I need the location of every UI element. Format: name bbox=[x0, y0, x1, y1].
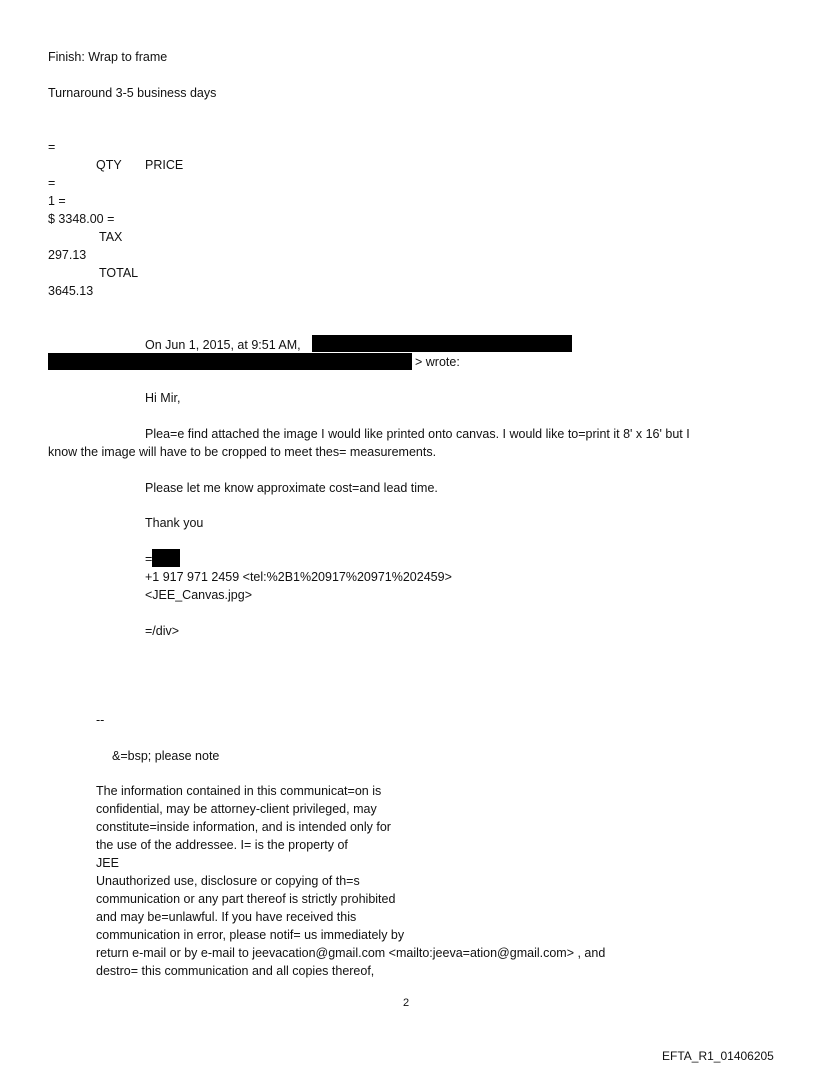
tax-label: TAX bbox=[99, 230, 123, 244]
attachment-line: <JEE_Canvas.jpg> bbox=[145, 588, 253, 602]
disclaimer-line: confidential, may be attorney-client privileged, may bbox=[96, 802, 377, 816]
page-number: 2 bbox=[403, 997, 410, 1009]
signature-prefix: = bbox=[145, 552, 153, 566]
disclaimer-line: The information contained in this communicat=on is bbox=[96, 784, 382, 798]
price-label: PRICE bbox=[145, 158, 184, 172]
quote-intro: On Jun 1, 2015, at 9:51 AM, bbox=[145, 338, 301, 352]
disclaimer-line: constitute=inside information, and is intended only for bbox=[96, 820, 391, 834]
document-id: EFTA_R1_01406205 bbox=[662, 1049, 774, 1063]
disclaimer-line: JEE bbox=[96, 856, 119, 870]
disclaimer-line: communication or any part thereof is strictly prohibited bbox=[96, 892, 396, 906]
tax-value: 297.13 bbox=[48, 248, 87, 262]
pricing-separator: = bbox=[48, 176, 56, 190]
redaction-block bbox=[48, 353, 412, 370]
quote-wrote: > wrote: bbox=[415, 355, 460, 369]
body-line: Please let me know approximate cost=and lead time. bbox=[145, 481, 438, 495]
disclaimer-line: Unauthorized use, disclosure or copying of th=s bbox=[96, 874, 360, 888]
greeting: Hi Mir, bbox=[145, 391, 181, 405]
signature-dashes: -- bbox=[96, 713, 105, 727]
redaction-block bbox=[152, 549, 180, 567]
disclaimer-line: and may be=unlawful. If you have received this bbox=[96, 910, 357, 924]
disclaimer-line: destro= this communication and all copies thereof, bbox=[96, 964, 375, 978]
turnaround-line: Turnaround 3-5 business days bbox=[48, 86, 217, 100]
disclaimer-line: communication in error, please notif= us immediately by bbox=[96, 928, 405, 942]
please-note: &=bsp; please note bbox=[112, 749, 220, 763]
phone-line: +1 917 971 2459 <tel:%2B1%20917%20971%202459> bbox=[145, 570, 452, 584]
finish-line: Finish: Wrap to frame bbox=[48, 50, 168, 64]
body-line: Plea=e find attached the image I would like printed onto canvas. I would like to=print it 8' x 16' but I bbox=[145, 427, 690, 441]
div-close-line: =/div> bbox=[145, 624, 180, 638]
thanks: Thank you bbox=[145, 516, 204, 530]
disclaimer-line: the use of the addressee. I= is the property of bbox=[96, 838, 348, 852]
qty-label: QTY bbox=[96, 158, 122, 172]
qty-value: 1 = bbox=[48, 194, 66, 208]
total-value: 3645.13 bbox=[48, 284, 94, 298]
body-line: know the image will have to be cropped to meet thes= measurements. bbox=[48, 445, 437, 459]
disclaimer-line: return e-mail or by e-mail to jeevacation@gmail.com <mailto:jeeva=ation@gmail.com> , and bbox=[96, 946, 606, 960]
redaction-block bbox=[312, 335, 572, 352]
pricing-separator: = bbox=[48, 140, 56, 154]
price-value: $ 3348.00 = bbox=[48, 212, 115, 226]
total-label: TOTAL bbox=[99, 266, 139, 280]
